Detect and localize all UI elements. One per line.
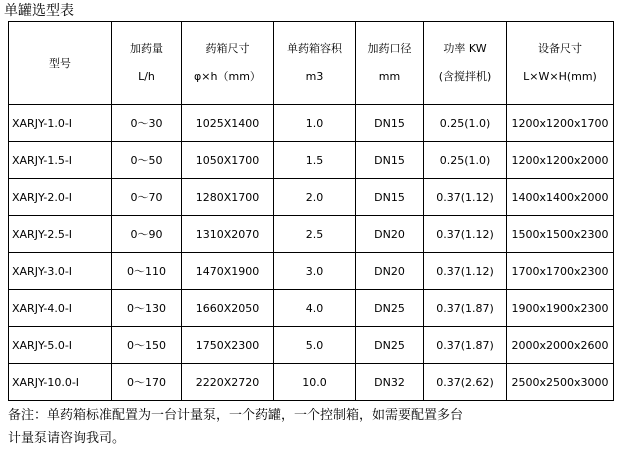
cell-port: DN25 bbox=[356, 290, 424, 327]
cell-model: XARJY-1.0-I bbox=[9, 105, 112, 142]
cell-model: XARJY-2.0-I bbox=[9, 179, 112, 216]
cell-equipment: 1400x1400x2000 bbox=[507, 179, 614, 216]
header-power: 功率 KW (含搅拌机) bbox=[424, 22, 507, 105]
page-title: 单罐选型表 bbox=[4, 3, 74, 19]
cell-dosing: 0～50 bbox=[112, 142, 182, 179]
table-row bbox=[9, 142, 614, 179]
cell-equipment: 1200x1200x2000 bbox=[507, 142, 614, 179]
cell-port: DN20 bbox=[356, 216, 424, 253]
cell-tank-size: 2220X2720 bbox=[182, 364, 274, 401]
table-row bbox=[9, 253, 614, 290]
cell-tank-size: 1280X1700 bbox=[182, 179, 274, 216]
cell-equipment: 2000x2000x2600 bbox=[507, 327, 614, 364]
cell-tank-volume: 3.0 bbox=[274, 253, 356, 290]
cell-equipment: 2500x2500x3000 bbox=[507, 364, 614, 401]
cell-tank-volume: 2.5 bbox=[274, 216, 356, 253]
cell-tank-volume: 10.0 bbox=[274, 364, 356, 401]
cell-tank-volume: 1.5 bbox=[274, 142, 356, 179]
table-row bbox=[9, 105, 614, 142]
cell-power: 0.37(1.12) bbox=[424, 253, 507, 290]
cell-equipment: 1900x1900x2300 bbox=[507, 290, 614, 327]
table-header-row bbox=[9, 22, 614, 105]
cell-tank-size: 1470X1900 bbox=[182, 253, 274, 290]
cell-equipment: 1200x1200x1700 bbox=[507, 105, 614, 142]
cell-tank-size: 1660X2050 bbox=[182, 290, 274, 327]
cell-model: XARJY-2.5-I bbox=[9, 216, 112, 253]
cell-port: DN20 bbox=[356, 253, 424, 290]
cell-port: DN15 bbox=[356, 142, 424, 179]
remark-note bbox=[8, 404, 613, 450]
header-tank-volume: 单药箱容积 m3 bbox=[274, 22, 356, 105]
cell-dosing: 0～110 bbox=[112, 253, 182, 290]
cell-dosing: 0～150 bbox=[112, 327, 182, 364]
header-tank-size: 药箱尺寸 φ×h（mm） bbox=[182, 22, 274, 105]
cell-dosing: 0～90 bbox=[112, 216, 182, 253]
cell-power: 0.37(1.87) bbox=[424, 290, 507, 327]
header-model: 型号 bbox=[9, 22, 112, 105]
cell-port: DN25 bbox=[356, 327, 424, 364]
cell-dosing: 0～170 bbox=[112, 364, 182, 401]
cell-dosing: 0～70 bbox=[112, 179, 182, 216]
table-row bbox=[9, 216, 614, 253]
selection-table bbox=[8, 21, 614, 401]
table-row bbox=[9, 179, 614, 216]
table-row bbox=[9, 290, 614, 327]
cell-model: XARJY-4.0-I bbox=[9, 290, 112, 327]
table-row bbox=[9, 327, 614, 364]
cell-port: DN15 bbox=[356, 179, 424, 216]
cell-model: XARJY-5.0-I bbox=[9, 327, 112, 364]
cell-tank-volume: 5.0 bbox=[274, 327, 356, 364]
header-equipment-size: 设备尺寸 L×W×H(mm) bbox=[507, 22, 614, 105]
cell-model: XARJY-10.0-I bbox=[9, 364, 112, 401]
cell-power: 0.37(2.62) bbox=[424, 364, 507, 401]
table-row bbox=[9, 364, 614, 401]
cell-dosing: 0～130 bbox=[112, 290, 182, 327]
cell-tank-size: 1050X1700 bbox=[182, 142, 274, 179]
remark-line-1: 备注：单药箱标准配置为一台计量泵，一个药罐，一个控制箱，如需要配置多台 bbox=[8, 408, 464, 423]
cell-power: 0.37(1.87) bbox=[424, 327, 507, 364]
cell-tank-volume: 2.0 bbox=[274, 179, 356, 216]
cell-power: 0.37(1.12) bbox=[424, 216, 507, 253]
cell-tank-size: 1750X2300 bbox=[182, 327, 274, 364]
cell-port: DN15 bbox=[356, 105, 424, 142]
header-dosing: 加药量 L/h bbox=[112, 22, 182, 105]
cell-model: XARJY-3.0-I bbox=[9, 253, 112, 290]
header-port: 加药口径 mm bbox=[356, 22, 424, 105]
remark-line-2: 计量泵请咨询我司。 bbox=[8, 431, 126, 446]
cell-tank-volume: 1.0 bbox=[274, 105, 356, 142]
cell-power: 0.37(1.12) bbox=[424, 179, 507, 216]
cell-equipment: 1700x1700x2300 bbox=[507, 253, 614, 290]
cell-tank-size: 1310X2070 bbox=[182, 216, 274, 253]
cell-equipment: 1500x1500x2300 bbox=[507, 216, 614, 253]
cell-port: DN32 bbox=[356, 364, 424, 401]
cell-tank-volume: 4.0 bbox=[274, 290, 356, 327]
cell-dosing: 0～30 bbox=[112, 105, 182, 142]
cell-power: 0.25(1.0) bbox=[424, 142, 507, 179]
cell-tank-size: 1025X1400 bbox=[182, 105, 274, 142]
cell-power: 0.25(1.0) bbox=[424, 105, 507, 142]
cell-model: XARJY-1.5-I bbox=[9, 142, 112, 179]
